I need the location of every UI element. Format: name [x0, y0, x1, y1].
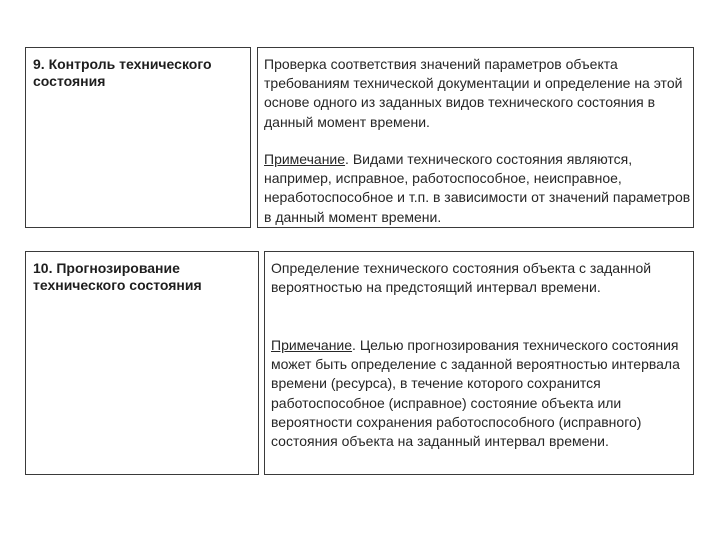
note-label-row-1: Примечание [264, 151, 346, 167]
note-text-row-2: . Целью прогнозирования технического состояния может быть определение с заданной вероятностью интервала времени (ресурса), в течение которого сохранится работоспособное (исправное) состояние объекта или вероятности сохранения работоспособного (исправного) состояния объекта на заданный интервал времени. [271, 337, 680, 450]
note-label-row-2: Примечание [271, 337, 353, 353]
note-text-row-1: . Видами технического состояния являются, например, исправное, работоспособное, неисправное, неработоспособное и т.п. в зависимости от значений параметров в данный момент времени. [264, 151, 691, 225]
definition-text-row-1: Проверка соответствия значений параметров объекта требованиям технической документации и определение на этой основе одного из заданных видов технического состояния в данный момент времени. [264, 56, 683, 130]
definition-text-row-2: Определение технического состояния объекта с заданной вероятностью на предстоящий интервал времени. [271, 260, 652, 296]
note-row-2 [271, 336, 693, 451]
note-row-1 [264, 150, 692, 227]
term-title-row-2: 10. Прогнозирование технического состояния [33, 260, 202, 293]
term-title-row-1: 9. Контроль технического состояния [33, 56, 212, 89]
